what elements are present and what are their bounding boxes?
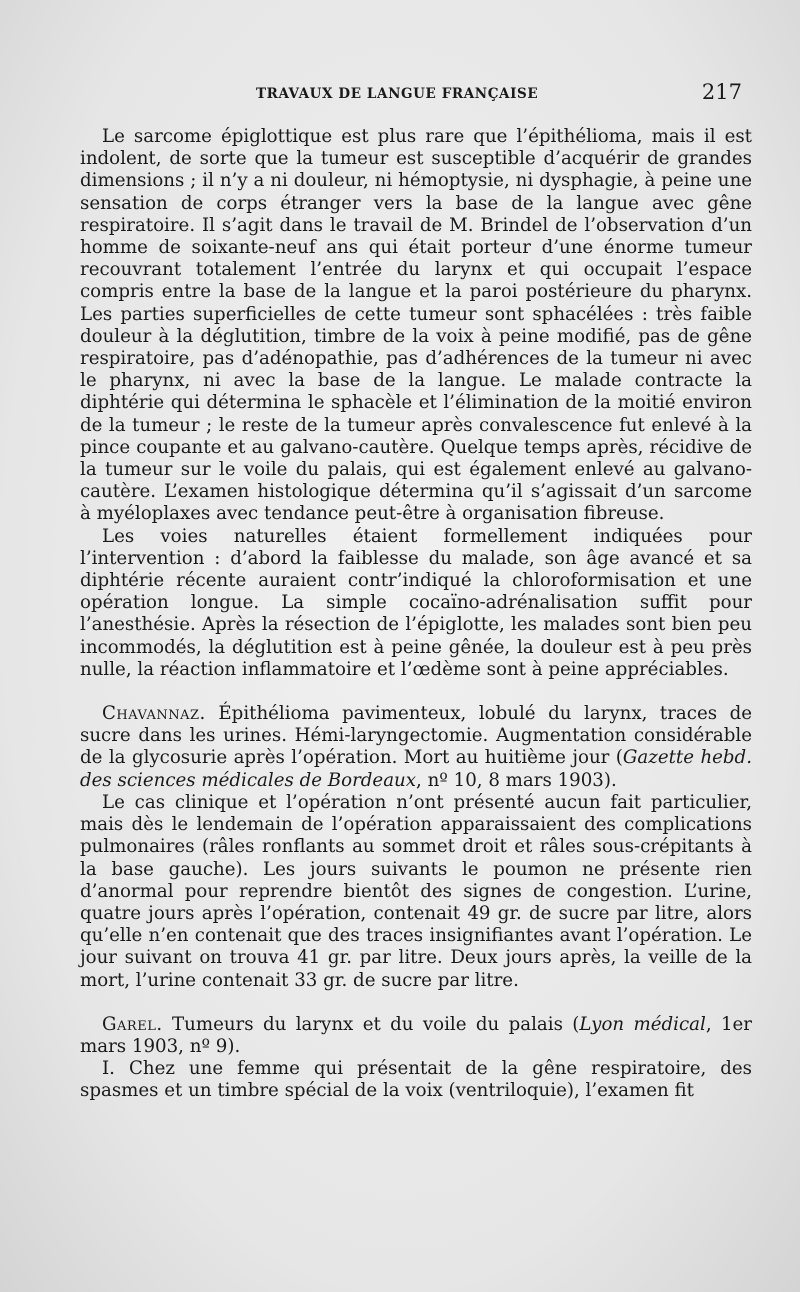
- entry-chavannaz-ref: , nº 10, 8 mars 1903).: [416, 769, 617, 791]
- paragraph-sarcome: Le sarcome épiglottique est plus rare que l’épithélioma, mais il est indolent, de sorte que la tumeur est susceptible d’acquérir de grandes dimensions ; il n’y a ni douleur, ni hémoptysie, ni dysphagie, à peine une sensation de corps étranger vers la base de la langue avec gêne respiratoire. Il s’agit dans le travail de M. Brindel de l’observation d’un homme de soixante-neuf ans qui était porteur d’une énorme tumeur recouvrant totalement l’entrée du larynx et qui occupait l’espace compris entre la base de la langue et la paroi postérieure du pharynx. Les parties superficielles de cette tumeur sont sphacélées : très faible douleur à la déglutition, timbre de la voix à peine modifié, pas de gêne respiratoire, pas d’adénopathie, pas d’adhérences de la tumeur ni avec le pharynx, ni avec la base de la langue. Le malade contracte la diphtérie qui détermina le sphacèle et l’élimination de la moitié environ de la tumeur ; le reste de la tumeur après convalescence fut enlevé à la pince coupante et au galvano-cautère. Quelque temps après, récidive de la tumeur sur le voile du palais, qui est également enlevé au galvano-cautère. L’examen histologique détermina qu’il s’agissait d’un sarcome à myéloplaxes avec tendance peut-être à organisation fibreuse.: [80, 126, 752, 525]
- section-gap: [80, 681, 752, 703]
- paragraph-voies-naturelles: Les voies naturelles étaient formellement indiquées pour l’intervention : d’abord la faiblesse du malade, son âge avancé et sa diphtérie récente auraient contr’indiqué la chloroformisation et une opération longue. La simple cocaïno-adrénalisation suffit pour l’anesthésie. Après la résection de l’épiglotte, les malades sont bien peu incommodés, la déglutition est à peine gênée, la douleur est à peu près nulle, la réaction inflammatoire et l’œdème sont à peine appréciables.: [80, 525, 752, 680]
- journal-title: Gazette hebd. des sciences médicales de Bordeaux: [80, 747, 752, 791]
- author-garel: Garel.: [102, 1013, 163, 1035]
- page-number: 217: [701, 80, 742, 104]
- page-header: [0, 80, 800, 110]
- entry-garel: [80, 1014, 752, 1058]
- entry-chavannaz: [80, 703, 752, 792]
- running-head: TRAVAUX DE LANGUE FRANÇAISE: [256, 86, 539, 102]
- paragraph-cas-clinique: Le cas clinique et l’opération n’ont présenté aucun fait particulier, mais dès le lendemain de l’opération apparaissaient des complications pulmonaires (râles ronflants au sommet droit et râles sous-crépitants à la base gauche). Les jours suivants le poumon ne présente rien d’anormal pour reprendre bientôt des signes de congestion. L’urine, quatre jours après l’opération, contenait 49 gr. de sucre par litre, alors qu’elle n’en contenait que des traces insignifiantes avant l’opération. Le jour suivant on trouva 41 gr. par litre. Deux jours après, la veille de la mort, l’urine contenait 33 gr. de sucre par litre.: [80, 791, 752, 991]
- entry-garel-ref: , 1er mars 1903, nº 9).: [80, 1013, 753, 1057]
- paragraph-case-one: I. Chez une femme qui présentait de la gêne respiratoire, des spasmes et un timbre spécial de la voix (ventriloquie), l’examen fit: [80, 1058, 752, 1102]
- section-gap: [80, 992, 752, 1014]
- entry-chavannaz-text: Épithélioma pavimenteux, lobulé du larynx, traces de sucre dans les urines. Hémi-laryngectomie. Augmentation considérable de la glycosurie après l’opération. Mort au huitième jour (: [80, 703, 752, 769]
- page-body: [80, 126, 752, 1103]
- journal-title: Lyon médical: [579, 1013, 706, 1035]
- entry-garel-text: Tumeurs du larynx et du voile du palais (: [162, 1013, 580, 1035]
- author-chavannaz: Chavannaz.: [102, 703, 206, 725]
